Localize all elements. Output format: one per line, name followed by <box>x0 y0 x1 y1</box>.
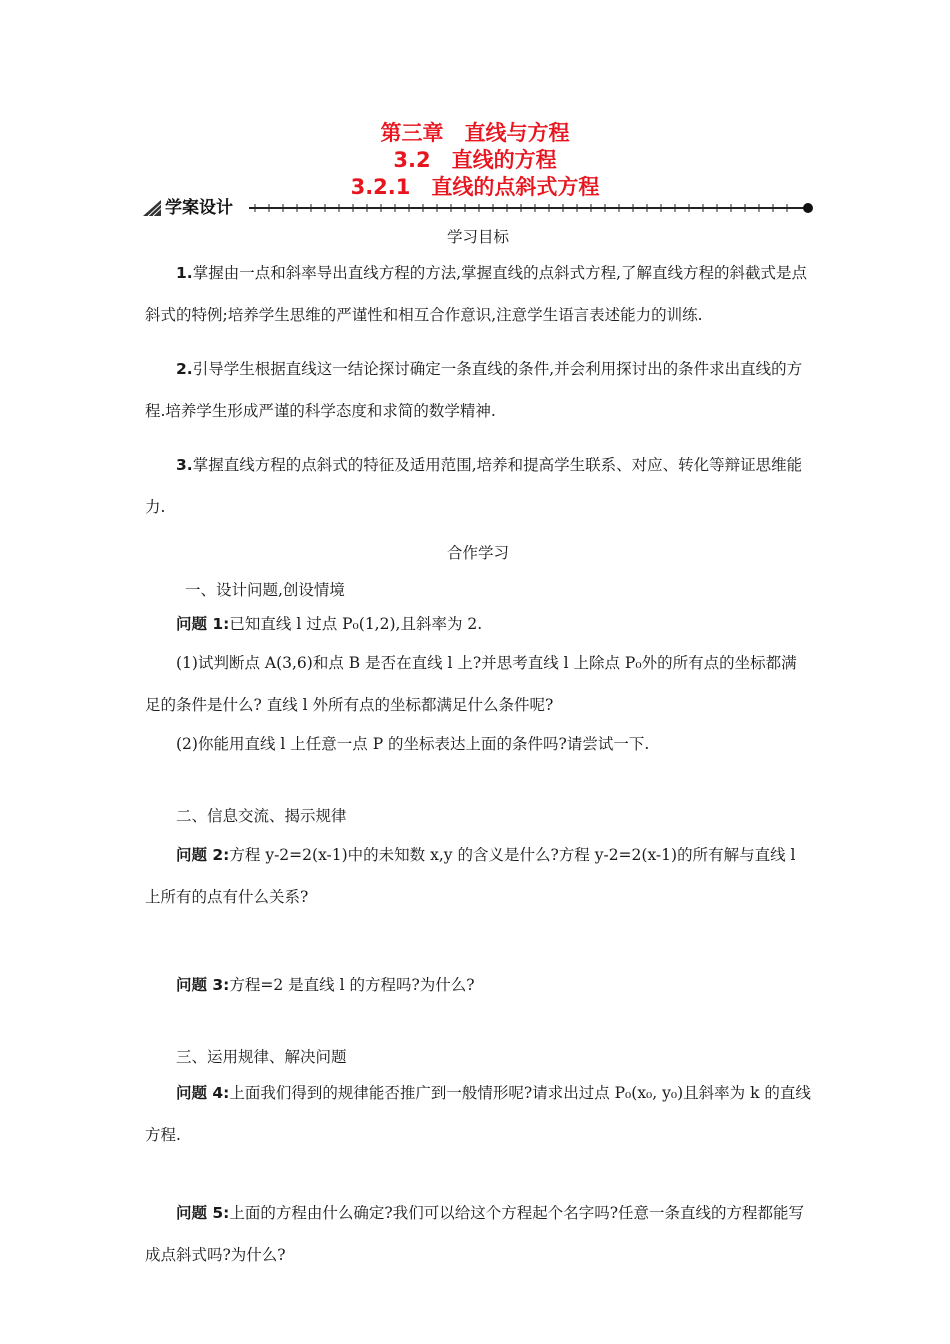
banner-ticks <box>249 204 805 212</box>
question-text: 上面我们得到的规律能否推广到一般情形呢?请求出过点 P₀(x₀, y₀)且斜率为 k 的直线方程. <box>145 1084 811 1144</box>
part3-title: 三、运用规律、解决问题 <box>176 1048 347 1066</box>
title-block <box>0 120 950 201</box>
question-text: 已知直线 l 过点 P₀(1,2),且斜率为 2. <box>229 615 483 633</box>
question-5 <box>145 1192 811 1276</box>
chapter-title: 第三章 直线与方程 <box>380 121 570 145</box>
question-1-sub-1: (1)试判断点 A(3,6)和点 B 是否在直线 l 上?并思考直线 l 上除点 P₀外的所有点的坐标都满足的条件是什么? 直线 l 外所有点的坐标都满足什么条件呢? <box>145 654 797 714</box>
banner-label: 学案设计 <box>165 198 233 218</box>
subsection-title: 3.2.1 直线的点斜式方程 <box>350 175 600 199</box>
question-label: 问题 1: <box>176 615 230 633</box>
section-banner <box>143 195 813 221</box>
objective-text: 掌握由一点和斜率导出直线方程的方法,掌握直线的点斜式方程,了解直线方程的斜截式是点斜式的特例;培养学生思维的严谨性和相互合作意识,注意学生语言表述能力的训练. <box>145 264 808 324</box>
part1-title: 一、设计问题,创设情境 <box>185 581 345 599</box>
objective-number: 3. <box>176 456 193 474</box>
objective-number: 2. <box>176 360 193 378</box>
objective-item-3 <box>145 444 811 528</box>
objective-number: 1. <box>176 264 193 282</box>
section-title: 3.2 直线的方程 <box>393 148 557 172</box>
part2-title: 二、信息交流、揭示规律 <box>176 807 347 825</box>
objectives-heading: 学习目标 <box>446 228 509 246</box>
document-body <box>145 222 811 1276</box>
question-label: 问题 4: <box>176 1084 230 1102</box>
question-1 <box>145 606 811 642</box>
question-label: 问题 5: <box>176 1204 230 1222</box>
banner-end-dot <box>803 203 813 213</box>
question-4 <box>145 1072 811 1156</box>
objective-text: 掌握直线方程的点斜式的特征及适用范围,培养和提高学生联系、对应、转化等辩证思维能力. <box>145 456 803 516</box>
triangle-icon <box>143 200 161 216</box>
objective-item-2 <box>145 348 811 432</box>
question-text: 方程 y-2=2(x-1)中的未知数 x,y 的含义是什么?方程 y-2=2(x-1)的所有解与直线 l 上所有的点有什么关系? <box>145 846 796 906</box>
objective-text: 引导学生根据直线这一结论探讨确定一条直线的条件,并会利用探讨出的条件求出直线的方程.培养学生形成严谨的科学态度和求简的数学精神. <box>145 360 803 420</box>
cooperative-heading: 合作学习 <box>446 544 509 562</box>
question-text: 上面的方程由什么确定?我们可以给这个方程起个名字吗?任意一条直线的方程都能写成点斜式吗?为什么? <box>145 1204 805 1264</box>
question-3 <box>145 964 811 1006</box>
question-1-sub-2: (2)你能用直线 l 上任意一点 P 的坐标表达上面的条件吗?请尝试一下. <box>176 735 650 753</box>
objective-item-1 <box>145 252 811 336</box>
question-text: 方程=2 是直线 l 的方程吗?为什么? <box>229 976 475 994</box>
question-label: 问题 2: <box>176 846 230 864</box>
question-2 <box>145 834 811 918</box>
question-label: 问题 3: <box>176 976 230 994</box>
